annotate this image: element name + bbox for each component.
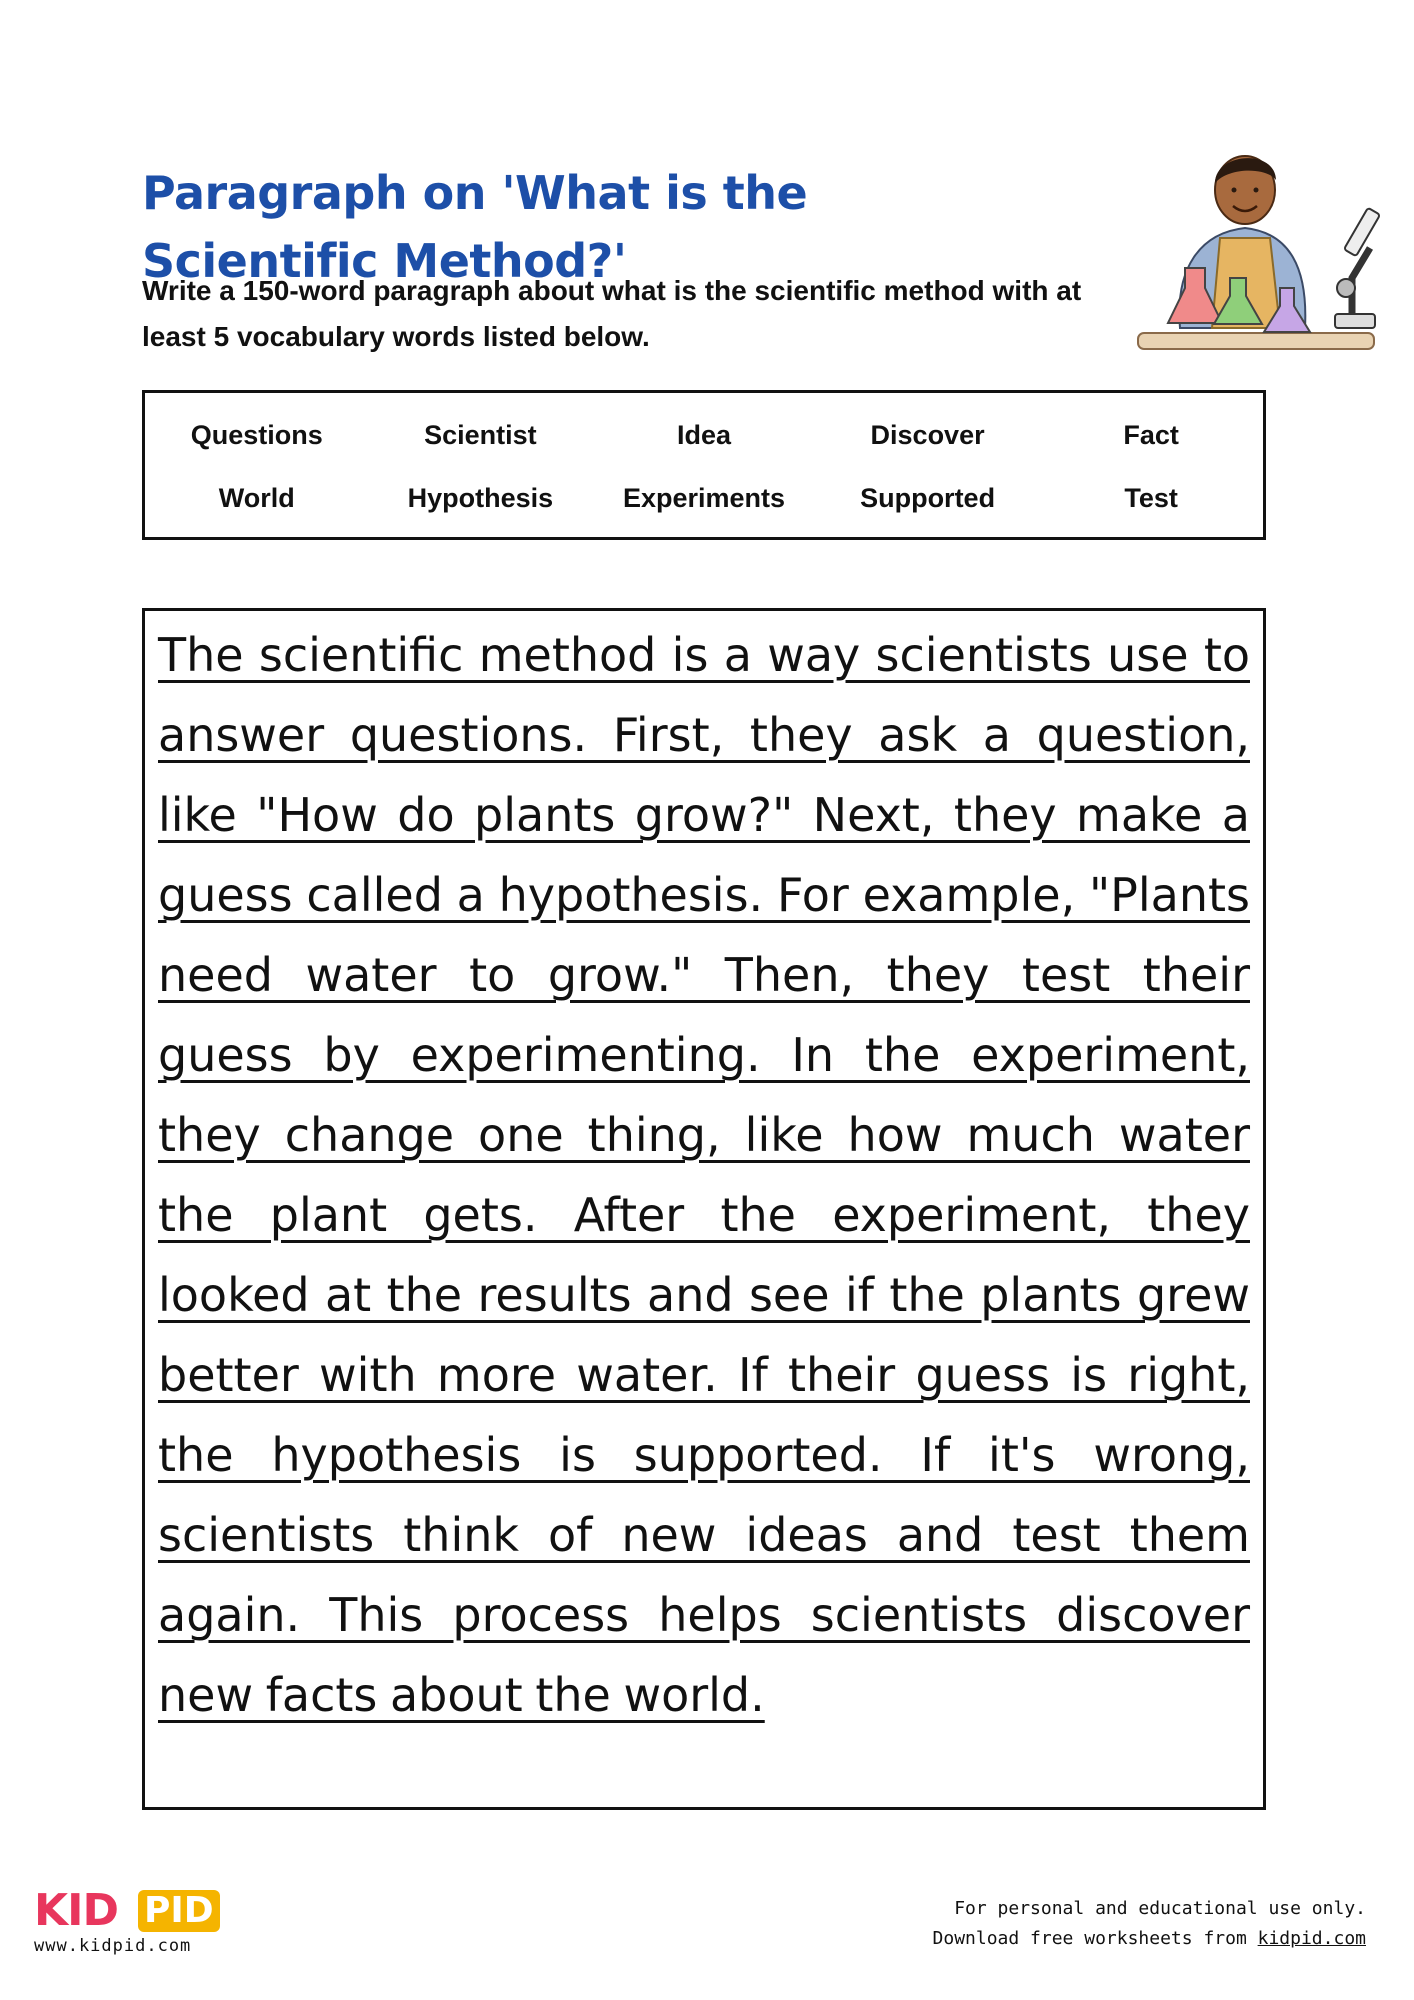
page-title: Paragraph on 'What is the Scientific Method?' <box>142 165 808 288</box>
vocabulary-box <box>142 390 1266 540</box>
vocabulary-word: Test <box>1124 483 1178 513</box>
vocabulary-word: Discover <box>870 420 985 450</box>
vocabulary-word: Scientist <box>424 420 537 450</box>
vocabulary-word: Hypothesis <box>407 483 554 513</box>
scientist-with-flasks-and-microscope-icon <box>1130 128 1380 368</box>
vocabulary-word: Supported <box>860 483 996 513</box>
logo-text-kid: KID <box>34 1885 118 1936</box>
logo-url: www.kidpid.com <box>34 1936 192 1956</box>
vocabulary-row <box>145 415 1263 455</box>
vocabulary-word: Fact <box>1123 420 1179 450</box>
vocabulary-word: World <box>218 483 295 513</box>
answer-box <box>142 608 1266 1810</box>
instructions: Write a 150-word paragraph about what is the scientific method with at least 5 vocabulary words listed below. <box>142 275 1082 352</box>
footer-note <box>933 1894 1366 1954</box>
vocabulary-row <box>145 478 1263 518</box>
footer-line-download <box>933 1924 1366 1954</box>
vocabulary-word: Experiments <box>622 483 786 513</box>
kidpid-link[interactable]: kidpid.com <box>1257 1928 1366 1949</box>
footer-download-text: Download free worksheets from <box>932 1928 1258 1949</box>
vocabulary-word: Questions <box>190 420 323 450</box>
logo-text-pid: PID <box>138 1890 220 1932</box>
footer-line-usage: For personal and educational use only. <box>954 1898 1366 1919</box>
answer-paragraph: The scientific method is a way scientists use to answer questions. First, they ask a question, like "How do plants grow?" Next, they make a guess called a hypothesis. For example, "Plants need water to grow." Then, they test their guess by experimenting. In the experiment, they change one thing, like how much water the plant gets. After the experiment, they looked at the results and see if the plants grew better with more water. If their guess is right, the hypothesis is supported. If it's wrong, scientists think of new ideas and test them again. This process helps scientists discover new facts about the world. <box>158 628 1250 1722</box>
vocabulary-word: Idea <box>676 420 731 450</box>
kidpid-logo <box>34 1886 234 1956</box>
